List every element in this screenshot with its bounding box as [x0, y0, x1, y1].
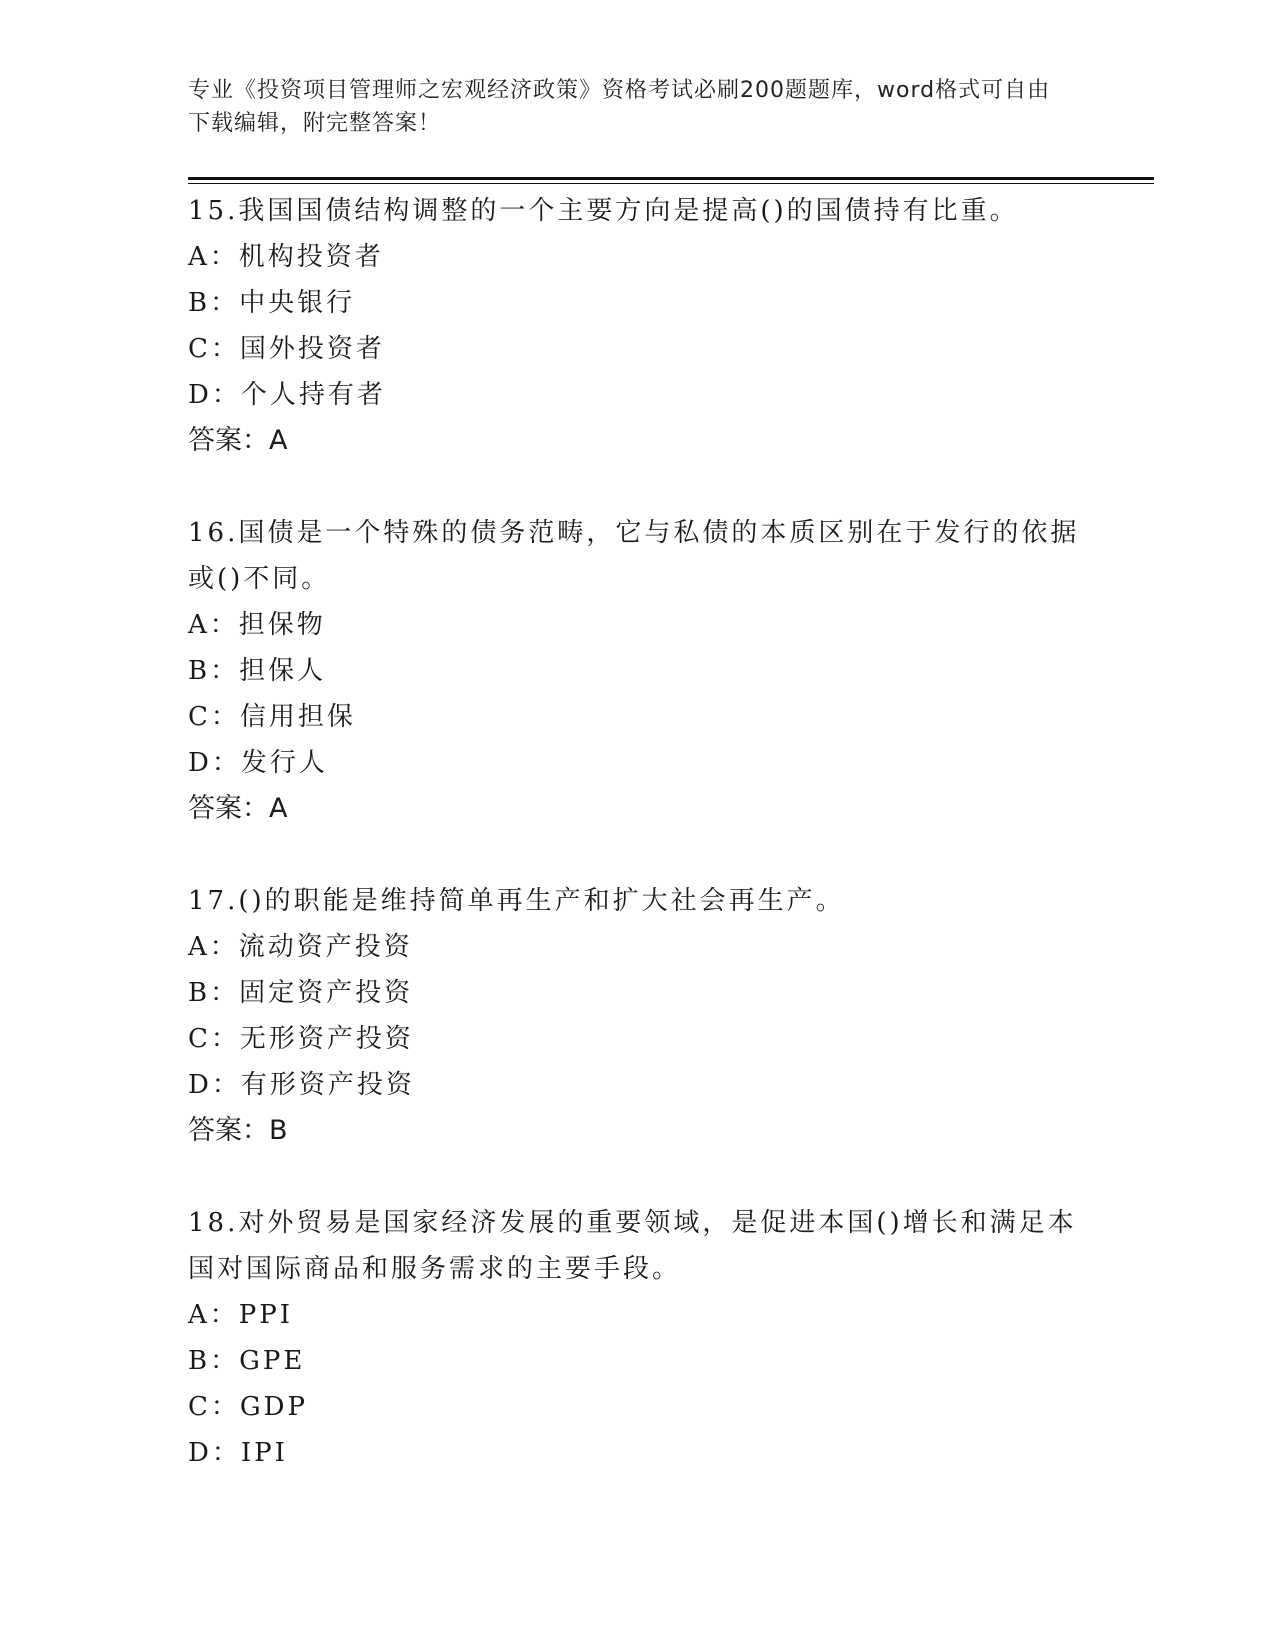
- option-b: B：中央银行: [188, 288, 356, 318]
- answer-text: 答案：B: [188, 1115, 288, 1146]
- answer-text: 答案：A: [188, 425, 288, 456]
- option-c: C：GDP: [188, 1392, 309, 1422]
- question-stem: 18.对外贸易是国家经济发展的重要领域，是促进本国()增长和满足本国对国际商品和服务需求的主要手段。: [188, 1208, 1077, 1284]
- answer-text: 答案：A: [188, 793, 288, 824]
- question-stem: 16.国债是一个特殊的债务范畴，它与私债的本质区别在于发行的依据或()不同。: [188, 518, 1080, 594]
- question-stem: 15.我国国债结构调整的一个主要方向是提高()的国债持有比重。: [188, 196, 1019, 226]
- option-c: C：无形资产投资: [188, 1024, 414, 1054]
- option-a: A：机构投资者: [188, 242, 384, 272]
- question-15: [188, 188, 1088, 464]
- question-17: [188, 878, 1088, 1154]
- question-16: [188, 510, 1088, 832]
- option-b: B：担保人: [188, 656, 327, 686]
- option-a: A：PPI: [188, 1300, 294, 1330]
- option-c: C：国外投资者: [188, 334, 385, 364]
- option-d: D：发行人: [188, 748, 328, 778]
- option-a: A：担保物: [188, 610, 326, 640]
- question-stem: 17.()的职能是维持简单再生产和扩大社会再生产。: [188, 886, 845, 916]
- header-rule-thin: [188, 183, 1154, 184]
- option-a: A：流动资产投资: [188, 932, 413, 962]
- question-18: [188, 1200, 1088, 1476]
- option-b: B：GPE: [188, 1346, 306, 1376]
- option-c: C：信用担保: [188, 702, 356, 732]
- option-d: D：个人持有者: [188, 380, 386, 410]
- option-d: D：有形资产投资: [188, 1070, 415, 1100]
- document-header: 专业《投资项目管理师之宏观经济政策》资格考试必刷200题题库，word格式可自由下载编辑，附完整答案！: [188, 78, 1051, 136]
- option-b: B：固定资产投资: [188, 978, 414, 1008]
- header-rule-thick: [188, 177, 1154, 180]
- option-d: D：IPI: [188, 1438, 288, 1468]
- question-list: [188, 188, 1088, 1522]
